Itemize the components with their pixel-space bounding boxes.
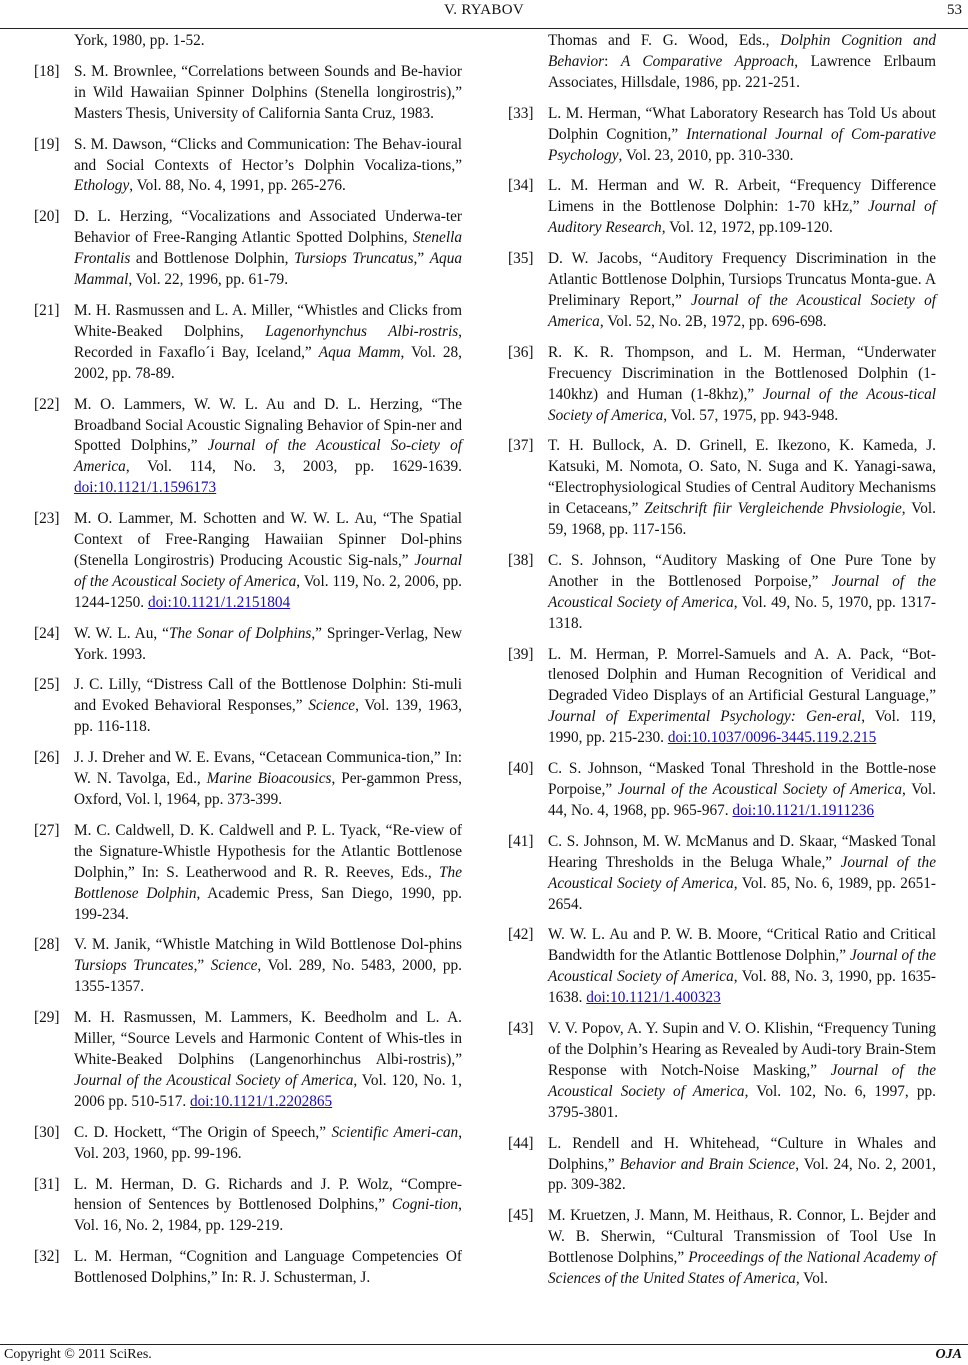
reference-text [548,1019,936,1124]
reference-text [74,624,462,666]
reference-italic-text: Journal of the Acoustical Society of America [74,551,462,590]
reference-text-segment: W. W. L. Au, “ [74,624,169,642]
reference-italic-text: Journal of the Acoustical Society of America [548,1061,936,1100]
reference-text-segment: , Vol. 22, 1996, pp. 61-79. [128,271,289,289]
reference-text-segment: , Vol. 52, No. 2B, 1972, pp. 696-698. [599,312,827,330]
reference-italic-text: The Bottlenose Dolphin [74,863,462,902]
reference-number: [32] [34,1248,60,1266]
reference-italic-text: Science [308,697,356,715]
reference-text [74,509,462,614]
reference-text-segment: Thomas and F. G. Wood, Eds., [548,32,781,49]
reference-text-segment: , Vol. 28, 2002, pp. 78-89. [74,343,462,382]
reference-text [74,31,462,52]
reference-number: [39] [508,645,534,663]
reference-entry [34,1247,462,1289]
reference-italic-text: Zeitschrift fiir Vergleichende Phvsiologie [644,500,902,518]
reference-text-segment: : [604,52,621,70]
reference-entry [34,135,462,198]
reference-italic-text: Journal of the Acoustical Society of America [548,572,936,611]
reference-text-segment: M. H. Rasmussen and L. A. Miller, “Whistles and Clicks from White-Beaked Dolphins, [74,301,462,340]
reference-italic-text: Ethology [74,177,130,195]
reference-text-segment: M. O. Lammers, W. W. L. Au and D. L. Herzing, “The Broadband Social Acoustic Signaling Behavior of Spin-ner and Spotted Dolphins,” [74,395,462,455]
reference-entry [508,343,936,427]
reference-text-segment: ,” [193,957,211,975]
reference-text-segment: J. J. Dreher and W. E. Evans, “Cetacean Communica-tion,” In: W. N. Tavolga, Ed., [74,749,462,788]
page-header [0,0,968,29]
reference-entry [508,104,936,167]
reference-number: [33] [508,104,534,122]
reference-text-segment: L. M. Herman, P. Morrel-Samuels and A. A. Pack, “Bot-tlenosed Dolphin and Human Recognition of Veridical and Degraded Video Displays of an Artificial Gestural Language,” [548,645,936,705]
reference-number: [26] [34,749,60,767]
reference-text-segment: S. M. Brownlee, “Correlations between Sounds and Be-havior in Wild Hawaiian Spinner Dolphins (Stenella longirostris),” Masters Thesis, University of California Santa Cruz, 1983. [74,62,462,122]
reference-text-segment: C. S. Johnson, “Masked Tonal Threshold in the Bottle-nose Porpoise,” [548,760,936,798]
reference-text-segment: , Vol. 88, No. 3, 1990, pp. 1635-1638. [548,968,936,1007]
reference-text-segment: , Vol. 289, No. 5483, 2000, pp. 1355-1357. [74,957,462,996]
reference-text-segment: and Bottlenose Dolphin, [130,250,295,268]
reference-italic-text: Tursiops Truncates [74,957,194,975]
reference-text-segment: , Vol. 85, No. 6, 1989, pp. 2651-2654. [548,874,936,913]
reference-text-segment: C. D. Hockett, “The Origin of Speech,” [74,1123,332,1141]
reference-text-segment: L. M. Herman, “Cognition and Language Competencies Of Bottlenosed Dolphins,” In: R. J. Schusterman, J. [74,1248,462,1287]
reference-number [508,31,548,94]
reference-number: [43] [508,1020,534,1038]
reference-entry [508,176,936,239]
reference-text-segment: W. W. L. Au and P. W. B. Moore, “Critical Ratio and Critical Bandwidth for the Atlantic Bottlenose Dolphin,” [548,926,936,965]
doi-link[interactable]: doi:10.1037/0096-3445.119.2.215 [667,729,877,747]
reference-text-segment: , Vol. 120, No. 1, 2006 pp. 510-517. [74,1071,462,1110]
reference-italic-text: Cogni-tion [391,1196,459,1214]
reference-entry [508,31,936,94]
reference-italic-text: Aqua Mamm [318,343,401,361]
reference-text [74,1247,462,1289]
reference-entry [508,645,936,750]
reference-number: [42] [508,926,534,944]
reference-italic-text: Tursiops Truncatus [294,250,414,268]
reference-text [548,436,936,541]
reference-text [548,925,936,1009]
reference-text [548,1206,936,1290]
reference-number: [23] [34,510,60,528]
reference-text-segment: , Vol. 114, No. 3, 2003, pp. 1629-1639. [125,458,462,476]
reference-text-segment: , Vol. [795,1270,828,1288]
reference-italic-text: Journal of the Acoustical Society of America [617,781,902,798]
reference-italic-text: Dolphin Cognition and Behavior [548,32,936,70]
reference-entry [508,436,936,541]
reference-text [548,343,936,427]
reference-text-segment: , Vol. 44, No. 4, 1968, pp. 965-967. [548,781,937,819]
reference-italic-text: Proceedings of the National Academy of Sciences of the United States of America [548,1249,936,1288]
reference-entry [34,1123,462,1165]
reference-text [548,551,936,635]
reference-text-segment: , Vol. 12, 1972, pp.109-120. [661,219,833,237]
reference-number: [40] [508,760,534,778]
reference-text [74,821,462,926]
journal-abbrev: OJA [935,1347,962,1362]
reference-text [74,135,462,198]
reference-italic-text: Journal of the Acoustical Society of America [548,947,936,986]
reference-number [34,31,74,52]
reference-text-segment: , Vol. 88, No. 4, 1991, pp. 265-276. [129,177,346,195]
reference-italic-text: Aqua Mammal [74,250,462,289]
reference-number: [37] [508,437,534,455]
reference-text-segment: L. M. Herman, D. G. Richards and J. P. Wolz, “Compre-hension of Sentences by Bottlenosed Dolphins,” [74,1175,462,1214]
reference-entry [34,675,462,738]
reference-text-segment: York, 1980, pp. 1-52. [74,32,205,49]
reference-italic-text: Journal of the Acoustical Society of America [548,291,936,330]
reference-number: [28] [34,936,60,954]
reference-italic-text: Journal of the Acoustical Society of America [548,853,936,892]
reference-italic-text: The Sonar of Dolphins [168,624,312,642]
reference-text-segment: , Vol. 139, 1963, pp. 116-118. [74,697,463,736]
reference-text [548,759,936,822]
reference-text [74,62,462,125]
reference-text-segment: C. S. Johnson, “Auditory Masking of One Pure Tone by Another in the Bottlenosed Porpoise,” [548,551,936,590]
reference-text [74,207,462,291]
reference-text-segment: , Vol. 119, 1990, pp. 215-230. [548,708,936,747]
reference-number: [45] [508,1207,534,1225]
reference-italic-text: Journal of Experimental Psychology: Gen-eral [548,708,862,726]
reference-text-segment: R. K. R. Thompson, and L. M. Herman, “Underwater Frecuency Discrimination in the Bottlenosed Dolphin (1-140khz) and Human (1-8khz),” [548,343,936,403]
footer-rule [0,1344,968,1345]
reference-number: [38] [508,551,534,569]
reference-number: [29] [34,1009,60,1027]
reference-entry [34,1008,462,1113]
reference-italic-text: Journal of the Acoustical Society of America [74,1071,354,1089]
reference-number: [24] [34,624,60,642]
reference-entry [34,935,462,998]
reference-text [74,935,462,998]
reference-text-segment: L. M. Herman and W. R. Arbeit, “Frequency Difference Limens in the Bottlenose Dolphin: 1-70 kHz,” [548,177,936,216]
reference-text-segment: L. Rendell and H. Whitehead, “Culture in Whales and Dolphins,” [548,1134,936,1173]
doi-link[interactable]: doi:10.1121/1.1911236 [732,801,875,819]
copyright-notice: Copyright © 2011 SciRes. [4,1347,152,1362]
doi-link[interactable]: doi:10.1121/1.2202865 [190,1092,333,1110]
doi-link[interactable]: doi:10.1121/1.1596173 [74,479,217,497]
reference-number: [20] [34,208,60,226]
reference-text [74,1123,462,1165]
reference-italic-text: Journal of the Acous-tical Society of America [548,385,936,424]
reference-number: [34] [508,177,534,195]
reference-text-segment: M. O. Lammer, M. Schotten and W. W. L. Au, “The Spatial Context of Free-Ranging Hawaiian Spinner Dol-phins (Stenella Longirostris) Producing Acoustic Sig-nals,” [74,510,462,569]
reference-text-segment: , Vol. 59, 1968, pp. 117-156. [548,500,936,539]
reference-text [548,104,936,167]
reference-italic-text: Science [210,957,258,975]
reference-entry [34,748,462,811]
reference-number: [31] [34,1175,60,1193]
reference-number: [25] [34,676,60,694]
reference-text [74,1175,462,1238]
reference-text-segment: V. V. Popov, A. Y. Supin and V. O. Klishin, “Frequency Tuning of the Dolphin’s Hearing as Revealed by Audi-tory Brain-Stem Response with Notch-Noise Masking,” [548,1020,936,1079]
reference-italic-text: Stenella Frontalis [74,229,462,268]
reference-number: [36] [508,343,534,361]
reference-number: [30] [34,1123,60,1141]
reference-text-segment: , Vol. 23, 2010, pp. 310-330. [618,146,794,164]
reference-entry [508,1134,936,1197]
reference-text-segment: D. W. Jacobs, “Auditory Frequency Discrimination in the Atlantic Bottlenose Dolphin, Tursiops Truncatus Monta-gue. A Preliminary Report,” [548,250,936,309]
reference-italic-text: Lagenorhynchus Albi-rostris [265,322,459,340]
reference-entry [34,624,462,666]
reference-text-segment: V. M. Janik, “Whistle Matching in Wild Bottlenose Dol-phins [74,936,462,954]
doi-link[interactable]: doi:10.1121/1.2151804 [147,593,291,611]
reference-text [548,31,936,94]
reference-text [74,675,462,738]
references-right-column [508,31,936,1300]
reference-number: [22] [34,395,60,413]
reference-italic-text: Journal of Auditory Research [548,198,936,237]
references-left-column [34,31,462,1299]
reference-text-segment: T. H. Bullock, A. D. Grinell, E. Ikezono, K. Kameda, J. Katsuki, M. Nomota, O. Sato, N. Suga and K. Yanagi-sawa, “Electrophysiological Studies of Central Auditory Mechanisms in Cetaceans,” [548,437,936,518]
reference-text-segment: S. M. Dawson, “Clicks and Communication: The Behav-ioural and Social Contexts of Hector’s Dolphin Vocaliza-tions,” [74,135,462,174]
reference-entry [34,821,462,926]
reference-entry [508,1206,936,1290]
running-head-author: V. RYABOV [444,2,524,18]
doi-link[interactable]: doi:10.1121/1.400323 [586,989,721,1007]
reference-entry [34,301,462,385]
reference-text-segment: ,” [413,250,430,268]
reference-italic-text: Behavior and Brain Science [619,1155,796,1173]
reference-text [74,395,462,500]
reference-number: [21] [34,301,60,319]
reference-entry [34,207,462,291]
reference-text-segment: M. C. Caldwell, D. K. Caldwell and P. L. Tyack, “Re-view of the Signature-Whistle Hypothesis for the Atlantic Bottlenose Dolphin,” In: S. Leatherwood and R. R. Reeves, Eds., [74,821,462,881]
reference-text-segment: J. C. Lilly, “Distress Call of the Bottlenose Dolphin: Sti-muli and Evoked Behavioral Responses,” [74,676,462,715]
reference-italic-text: Journal of the Acoustical So-ciety of America [74,437,462,476]
reference-entry [508,759,936,822]
reference-entry [34,31,462,52]
reference-text-segment: , Vol. 16, No. 2, 1984, pp. 129-219. [74,1196,462,1235]
reference-number: [35] [508,250,534,268]
reference-text-segment: D. L. Herzing, “Vocalizations and Associated Underwa-ter Behavior of Free-Ranging Atlantic Spotted Dolphins, [74,208,462,247]
reference-text-segment: M. Kruetzen, J. Mann, M. Heithaus, R. Connor, L. Bejder and W. B. Sherwin, “Cultural Transmission of Tool Use In Bottlenose Dolphins,” [548,1207,936,1267]
page-number: 53 [947,2,962,18]
reference-entry [34,1175,462,1238]
reference-entry [34,395,462,500]
reference-text-segment: , Per-gammon Press, Oxford, Vol. l, 1964, pp. 373-399. [74,770,463,808]
reference-text-segment: , Vol. 24, No. 2, 2001, pp. 309-382. [548,1155,936,1194]
reference-entry [34,62,462,125]
reference-entry [508,925,936,1009]
reference-entry [34,509,462,614]
reference-number: [44] [508,1134,534,1152]
reference-italic-text: International Journal of Com-parative Psychology [548,125,936,164]
reference-number: [18] [34,62,60,80]
reference-text [74,748,462,811]
reference-text [548,1134,936,1197]
reference-number: [27] [34,821,60,839]
reference-text [74,301,462,385]
reference-text [74,1008,462,1113]
reference-entry [508,1019,936,1124]
reference-entry [508,249,936,333]
reference-text-segment: L. M. Herman, “What Laboratory Research has Told Us about Dolphin Cognition,” [548,104,936,143]
reference-entry [508,832,936,916]
reference-text-segment: , Recorded in Faxaflo´i Bay, Iceland,” [74,322,462,361]
reference-entry [508,551,936,635]
page-footer [0,1344,968,1365]
reference-text-segment: , Vol. 57, 1975, pp. 943-948. [663,406,839,424]
reference-text [548,832,936,916]
reference-text [548,176,936,239]
reference-text-segment: , Vol. 203, 1960, pp. 99-196. [74,1123,463,1162]
reference-text-segment: , Vol. 49, No. 5, 1970, pp. 1317-1318. [548,593,936,632]
reference-italic-text: Marine Bioacousics [206,770,332,788]
reference-text-segment: M. H. Rasmussen, M. Lammers, K. Beedholm and L. A. Miller, “Source Levels and Harmonic Content of Whis-tles in White-Beaked Dolphins (Langenorhinchus Albi-rostris),” [74,1009,462,1068]
reference-number: [19] [34,135,60,153]
reference-italic-text: A Comparative Approach [620,52,795,70]
reference-italic-text: Scientific Ameri-can [331,1123,459,1141]
reference-text [548,249,936,333]
reference-text-segment: , Vol. 102, No. 6, 1997, pp. 3795-3801. [548,1082,937,1121]
reference-text-segment: C. S. Johnson, M. W. McManus and D. Skaar, “Masked Tonal Hearing Thresholds in the Beluga Whale,” [548,832,936,871]
reference-text-segment: , Academic Press, San Diego, 1990, pp. 199-234. [74,884,462,923]
reference-text-segment: ,” Springer-Verlag, New York. 1993. [74,624,462,663]
reference-text [548,645,936,750]
reference-text-segment: , Lawrence Erlbaum Associates, Hillsdale, 1986, pp. 221-251. [548,52,937,91]
reference-text-segment: , Vol. 119, No. 2, 2006, pp. 1244-1250. [74,572,462,611]
reference-number: [41] [508,832,534,850]
